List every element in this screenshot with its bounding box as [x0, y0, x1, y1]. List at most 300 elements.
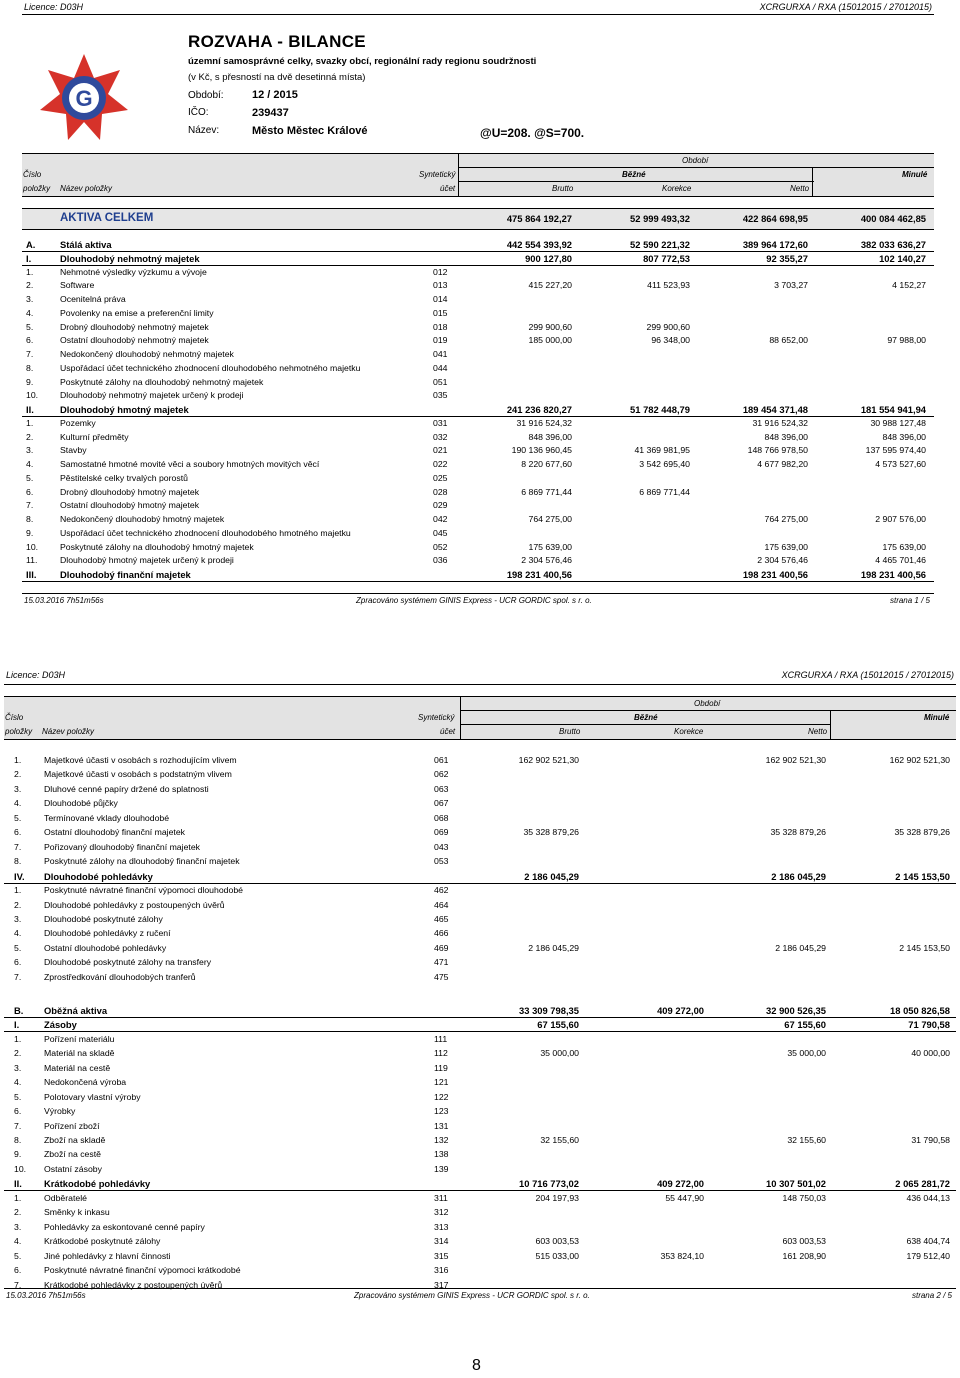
row-name: Zásoby: [44, 1019, 77, 1031]
row-name: Poskytnuté zálohy na dlouhodobý nehmotný majetek: [60, 376, 264, 387]
total-minule: 400 084 462,85: [860, 213, 926, 224]
row-name: Dlouhodobé půjčky: [44, 798, 118, 809]
row-korekce: 55 447,90: [665, 1192, 704, 1203]
table-header: [4, 696, 956, 740]
row-account: 123: [434, 1106, 449, 1117]
row-brutto: 35 328 879,26: [523, 827, 579, 838]
header-synteticky: Syntetický: [419, 170, 456, 179]
row-brutto: 2 186 045,29: [528, 942, 579, 953]
footer-page: strana 1 / 5: [889, 596, 930, 605]
row-account: 313: [434, 1221, 449, 1232]
table-row: [4, 971, 956, 985]
table-row: [22, 376, 934, 390]
table-row: [4, 1134, 956, 1148]
row-name: Stavby: [60, 445, 87, 456]
ico-value: 239437: [252, 107, 289, 119]
row-brutto: 32 155,60: [540, 1135, 579, 1146]
row-account: 036: [433, 555, 448, 566]
row-number: 7.: [14, 1120, 22, 1131]
row-account: 111: [434, 1033, 448, 1044]
header-brutto: Brutto: [552, 184, 574, 193]
table-row: [4, 913, 956, 927]
row-name: Nedokončená výroba: [44, 1077, 127, 1088]
table-row: [22, 362, 934, 376]
table-row: [22, 279, 934, 293]
row-korekce: 299 900,60: [646, 321, 690, 332]
section-row: [4, 1177, 956, 1191]
row-name: Materiál na cestě: [44, 1062, 111, 1073]
table-row: [4, 855, 956, 869]
row-minule: 40 000,00: [911, 1048, 950, 1059]
row-minule: 848 396,00: [882, 431, 926, 442]
row-number: A.: [26, 239, 36, 250]
row-number: 5.: [14, 1091, 22, 1102]
header-bezne: Běžné: [622, 170, 646, 179]
row-brutto: 603 003,53: [535, 1236, 579, 1247]
row-number: 3.: [26, 294, 34, 304]
row-korekce: 51 782 448,79: [630, 404, 690, 415]
footer-rule: [22, 593, 934, 594]
row-name: Nehmotné výsledky výzkumu a vývoje: [60, 266, 207, 277]
obdobi-value: 12 / 2015: [252, 89, 298, 101]
row-number: 10.: [14, 1163, 27, 1174]
table-row: [22, 348, 934, 362]
section-row: [22, 568, 934, 582]
row-brutto: 33 309 798,35: [519, 1004, 579, 1016]
row-number: 2.: [26, 431, 34, 442]
row-netto: 10 307 501,02: [766, 1178, 826, 1190]
row-korekce: 353 824,10: [660, 1250, 704, 1261]
row-number: 8.: [26, 514, 34, 524]
table-row: [4, 797, 956, 811]
report-subtitle: územní samosprávné celky, svazky obcí, regionální rady regionu soudržnosti: [188, 56, 537, 67]
report-code: XCRGURXA / RXA (15012015 / 27012015): [781, 670, 954, 680]
table-row: [22, 431, 934, 445]
row-account: 062: [434, 769, 449, 780]
row-number: 3.: [14, 783, 22, 794]
row-name: Výrobky: [44, 1106, 76, 1117]
row-netto: 32 900 526,35: [766, 1004, 826, 1016]
row-brutto: 848 396,00: [528, 431, 572, 442]
row-number: 8.: [14, 856, 22, 867]
row-korekce: 807 772,53: [643, 252, 690, 264]
table-row: [4, 1264, 956, 1278]
header-obdobi: Období: [694, 699, 721, 708]
gordic-logo-icon: [38, 52, 130, 144]
row-account: 464: [434, 899, 449, 910]
row-number: 6.: [14, 957, 22, 968]
table-row: [4, 1105, 956, 1119]
row-name: Poskytnuté zálohy na dlouhodobý hmotný majetek: [60, 541, 254, 552]
row-number: 2.: [14, 769, 22, 780]
header-minule: Minulé: [924, 713, 950, 722]
svg-text:G: G: [75, 86, 93, 111]
row-account: 131: [434, 1120, 449, 1131]
table-row: [22, 334, 934, 348]
row-number: 4.: [14, 1236, 22, 1247]
row-account: 052: [433, 541, 448, 552]
row-account: 315: [434, 1250, 449, 1261]
table-row: [4, 812, 956, 826]
row-name: Jiné pohledávky z hlavní činnosti: [44, 1250, 171, 1261]
header-minule: Minulé: [902, 170, 928, 179]
row-minule: 31 790,58: [911, 1135, 950, 1146]
table-row: [4, 1062, 956, 1076]
row-account: 051: [433, 376, 448, 387]
row-number: 9.: [26, 527, 34, 538]
row-name: Odběratelé: [44, 1192, 87, 1203]
section-row: [4, 870, 956, 884]
table-row: [4, 826, 956, 840]
table-row: [4, 899, 956, 913]
row-brutto: 31 916 524,32: [516, 417, 572, 428]
table-row: [4, 956, 956, 970]
row-brutto: 190 136 960,45: [511, 445, 572, 456]
row-name: Dlouhodobý hmotný majetek: [60, 404, 189, 415]
row-number: 6.: [14, 827, 22, 838]
row-number: 1.: [26, 266, 34, 277]
row-name: Software: [60, 280, 95, 291]
row-minule: 382 033 636,27: [860, 239, 926, 250]
row-name: Materiál na skladě: [44, 1048, 115, 1059]
row-account: 029: [433, 500, 448, 511]
row-account: 021: [433, 445, 448, 456]
report-page-1: [0, 0, 960, 610]
row-minule: 137 595 974,40: [865, 445, 926, 456]
table-row: [22, 444, 934, 458]
section-row: [4, 1018, 956, 1032]
row-name: Dlouhodobý nehmotný majetek: [60, 252, 200, 264]
table-row: [4, 942, 956, 956]
total-brutto: 475 864 192,27: [506, 213, 572, 224]
row-brutto: 900 127,80: [525, 252, 572, 264]
row-number: 7.: [14, 841, 22, 852]
row-name: Nedokončený dlouhodobý hmotný majetek: [60, 514, 225, 524]
row-number: 9.: [26, 376, 34, 387]
table-row: [4, 783, 956, 797]
table-row: [4, 927, 956, 941]
header-ucet: účet: [440, 727, 456, 736]
row-brutto: 204 197,93: [535, 1192, 579, 1203]
row-brutto: 2 186 045,29: [524, 870, 579, 882]
row-number: 7.: [14, 971, 22, 982]
top-rule: [4, 684, 956, 685]
row-netto: 764 275,00: [764, 514, 808, 524]
row-number: 4.: [14, 798, 22, 809]
table-row: [22, 293, 934, 307]
row-number: 2.: [26, 280, 34, 291]
header-korekce: Korekce: [674, 727, 704, 736]
row-name: Krátkodobé pohledávky z postoupených úvěrů: [44, 1279, 223, 1290]
row-name: Pěstitelské celky trvalých porostů: [60, 472, 188, 483]
row-name: Dlouhodobý finanční majetek: [60, 569, 191, 580]
row-account: 043: [434, 841, 449, 852]
row-account: 028: [433, 486, 448, 497]
table-row: [22, 307, 934, 321]
table-row: [4, 1206, 956, 1220]
table-row: [22, 527, 934, 541]
table-row: [4, 884, 956, 898]
row-account: 311: [434, 1192, 448, 1203]
row-number: 5.: [14, 812, 22, 823]
macro-text: @U=208. @S=700.: [480, 126, 585, 140]
row-minule: 4 465 701,46: [875, 555, 926, 566]
row-account: 068: [434, 812, 449, 823]
document-page-number: 8: [472, 1357, 481, 1374]
row-name: Uspořádací účet technického zhodnocení dlouhodobého hmotného majetku: [60, 527, 351, 538]
header-netto: Netto: [790, 184, 810, 193]
row-netto: 162 902 521,30: [765, 755, 826, 765]
nazev-label: Název:: [188, 125, 220, 136]
footer-system: Zpracováno systémem GINIS Express - UCR GORDIC spol. s r. o.: [356, 596, 592, 605]
row-number: 8.: [26, 362, 34, 373]
table-row: [4, 841, 956, 855]
row-name: Dlouhodobé pohledávky z ručení: [44, 928, 171, 939]
row-number: 9.: [14, 1149, 22, 1160]
row-netto: 189 454 371,48: [742, 404, 808, 415]
row-number: 5.: [14, 942, 22, 953]
table-row: [22, 389, 934, 403]
table-row: [4, 1163, 956, 1177]
row-brutto: 67 155,60: [537, 1019, 579, 1031]
row-minule: 2 907 576,00: [875, 514, 926, 524]
row-netto: 67 155,60: [784, 1019, 826, 1031]
row-number: 4.: [26, 459, 34, 469]
row-account: 018: [433, 321, 448, 332]
row-name: Drobný dlouhodobý hmotný majetek: [60, 486, 200, 497]
row-account: 475: [434, 971, 449, 982]
row-korekce: 52 590 221,32: [630, 239, 690, 250]
row-number: 5.: [26, 472, 34, 483]
row-account: 316: [434, 1265, 449, 1276]
header-synteticky: Syntetický: [418, 713, 455, 722]
table-row: [22, 472, 934, 486]
header-korekce: Korekce: [662, 184, 692, 193]
row-name: Ostatní dlouhodobý finanční majetek: [44, 827, 186, 838]
row-minule: 30 988 127,48: [870, 417, 926, 428]
table-row: [22, 554, 934, 568]
row-account: 032: [433, 431, 448, 442]
footer-system: Zpracováno systémem GINIS Express - UCR GORDIC spol. s r. o.: [354, 1291, 590, 1300]
row-name: Směnky k inkasu: [44, 1207, 110, 1218]
row-name: Pořízení zboží: [44, 1120, 100, 1131]
row-number: 10.: [26, 541, 39, 552]
row-brutto: 442 554 393,92: [506, 239, 572, 250]
row-minule: 2 145 153,50: [895, 870, 950, 882]
row-number: 1.: [26, 417, 34, 428]
row-name: Dlouhodobé pohledávky: [44, 870, 153, 882]
row-netto: 848 396,00: [764, 431, 808, 442]
row-name: Krátkodobé pohledávky: [44, 1178, 151, 1190]
row-account: 012: [433, 266, 448, 277]
row-brutto: 6 869 771,44: [521, 486, 572, 497]
table-row: [22, 266, 934, 280]
row-minule: 179 512,40: [906, 1250, 950, 1261]
table-row: [22, 417, 934, 431]
row-name: Dlouhodobé poskytnuté zálohy: [44, 913, 163, 924]
row-number: 3.: [14, 1221, 22, 1232]
row-netto: 175 639,00: [764, 541, 808, 552]
header-netto: Netto: [808, 727, 828, 736]
footer-date: 15.03.2016 7h51m56s: [6, 1291, 86, 1300]
row-netto: 92 355,27: [766, 252, 808, 264]
row-netto: 4 677 982,20: [757, 459, 808, 469]
row-account: 462: [434, 885, 449, 896]
aktiva-celkem-label: AKTIVA CELKEM: [60, 212, 154, 224]
row-number: 7.: [26, 500, 34, 511]
row-netto: 35 328 879,26: [770, 827, 826, 838]
row-name: Oběžná aktiva: [44, 1004, 108, 1016]
row-account: 035: [433, 390, 448, 401]
report-title: ROZVAHA - BILANCE: [188, 32, 366, 51]
row-number: 6.: [26, 335, 34, 346]
row-account: 019: [433, 335, 448, 346]
row-number: 1.: [14, 755, 22, 765]
row-brutto: 198 231 400,56: [506, 569, 572, 580]
row-name: Termínované vklady dlouhodobé: [44, 812, 170, 823]
row-minule: 198 231 400,56: [860, 569, 926, 580]
row-korekce: 41 369 981,95: [634, 445, 690, 456]
row-account: 061: [434, 755, 449, 765]
row-account: 063: [434, 783, 449, 794]
row-korekce: 6 869 771,44: [639, 486, 690, 497]
header-nazev: Název položky: [60, 184, 113, 193]
table-row: [4, 1033, 956, 1047]
header-obdobi: Období: [682, 156, 709, 165]
table-row: [4, 1235, 956, 1249]
row-account: 022: [433, 459, 448, 469]
row-account: 121: [434, 1077, 449, 1088]
row-name: Ostatní zásoby: [44, 1163, 102, 1174]
row-number: I.: [14, 1019, 20, 1031]
row-account: 044: [433, 362, 448, 373]
row-netto: 148 750,03: [782, 1192, 826, 1203]
total-korekce: 52 999 493,32: [630, 213, 690, 224]
row-account: 031: [433, 417, 448, 428]
top-rule: [22, 14, 934, 15]
header-polozky: položky: [5, 727, 33, 736]
header-nazev: Název položky: [42, 727, 95, 736]
row-number: 5.: [14, 1250, 22, 1261]
row-number: 4.: [14, 928, 22, 939]
row-minule: 4 573 527,60: [875, 459, 926, 469]
header-bezne: Běžné: [634, 713, 658, 722]
row-number: 1.: [14, 1033, 22, 1044]
licence-text: Licence: D03H: [24, 2, 84, 12]
row-name: Dlouhodobé poskytnuté zálohy na transfery: [44, 957, 212, 968]
row-number: 11.: [26, 555, 38, 566]
obdobi-label: Období:: [188, 90, 224, 101]
row-account: 138: [434, 1149, 449, 1160]
table-row: [4, 1148, 956, 1162]
row-account: 053: [434, 856, 449, 867]
row-brutto: 10 716 773,02: [519, 1178, 579, 1190]
footer-date: 15.03.2016 7h51m56s: [24, 596, 104, 605]
report-page-2: [0, 668, 960, 1308]
row-account: 015: [433, 307, 448, 318]
table-row: [4, 768, 956, 782]
row-name: Ocenitelná práva: [60, 294, 126, 304]
row-number: 6.: [14, 1265, 22, 1276]
table-row: [22, 486, 934, 500]
row-name: Pohledávky za eskontované cenné papíry: [44, 1221, 205, 1232]
row-minule: 97 988,00: [887, 335, 926, 346]
row-netto: 389 964 172,60: [742, 239, 808, 250]
row-account: 041: [433, 349, 448, 359]
row-name: Ostatní dlouhodobý nehmotný majetek: [60, 335, 209, 346]
row-account: 042: [433, 514, 448, 524]
row-netto: 88 652,00: [769, 335, 808, 346]
row-name: Poskytnuté zálohy na dlouhodobý finanční majetek: [44, 856, 240, 867]
row-number: 7.: [14, 1279, 22, 1290]
row-brutto: 8 220 677,60: [521, 459, 572, 469]
table-row: [4, 1047, 956, 1061]
row-minule: 102 140,27: [879, 252, 926, 264]
row-name: Kulturní předměty: [60, 431, 129, 442]
header-brutto: Brutto: [559, 727, 581, 736]
row-minule: 35 328 879,26: [894, 827, 950, 838]
row-minule: 2 145 153,50: [899, 942, 950, 953]
row-number: 6.: [26, 486, 34, 497]
table-row: [22, 541, 934, 555]
footer-page: strana 2 / 5: [911, 1291, 952, 1300]
row-brutto: 299 900,60: [528, 321, 572, 332]
row-name: Povolenky na emise a preferenční limity: [60, 307, 214, 318]
section-row: [22, 252, 934, 266]
row-name: Stálá aktiva: [60, 239, 112, 250]
licence-text: Licence: D03H: [6, 670, 66, 680]
ico-label: IČO:: [188, 107, 209, 118]
table-row: [4, 1192, 956, 1206]
nazev-value: Město Městec Králové: [252, 125, 368, 137]
header-cislo: Číslo: [23, 170, 42, 179]
row-name: Zboží na cestě: [44, 1149, 101, 1160]
row-number: 5.: [26, 321, 34, 332]
row-korekce: 96 348,00: [651, 335, 690, 346]
row-minule: 18 050 826,58: [890, 1004, 950, 1016]
row-account: 312: [434, 1207, 449, 1218]
row-brutto: 515 033,00: [535, 1250, 579, 1261]
row-account: 119: [434, 1062, 448, 1073]
table-row: [22, 458, 934, 472]
row-number: III.: [26, 569, 37, 580]
table-row: [4, 1250, 956, 1264]
row-number: 8.: [14, 1135, 22, 1146]
section-row: [22, 403, 934, 417]
row-minule: 71 790,58: [908, 1019, 950, 1031]
row-account: 045: [433, 527, 448, 538]
row-brutto: 415 227,20: [528, 280, 572, 291]
section-row: [22, 238, 934, 252]
row-korekce: 409 272,00: [657, 1178, 704, 1190]
row-brutto: 175 639,00: [528, 541, 572, 552]
table-row: [4, 1076, 956, 1090]
report-units: (v Kč, s přesností na dvě desetinná místa): [188, 72, 366, 83]
row-account: 122: [434, 1091, 449, 1102]
row-netto: 35 000,00: [787, 1048, 826, 1059]
row-account: 139: [434, 1163, 449, 1174]
row-number: II.: [26, 404, 34, 415]
row-number: 6.: [14, 1106, 22, 1117]
row-number: 1.: [14, 1192, 22, 1203]
row-account: 469: [434, 942, 449, 953]
row-number: 3.: [14, 1062, 22, 1073]
table-row: [4, 1221, 956, 1235]
row-name: Dlouhodobý nehmotný majetek určený k prodeji: [60, 390, 244, 401]
row-name: Pořízení materiálu: [44, 1033, 115, 1044]
row-minule: 181 554 941,94: [860, 404, 926, 415]
row-account: 067: [434, 798, 449, 809]
